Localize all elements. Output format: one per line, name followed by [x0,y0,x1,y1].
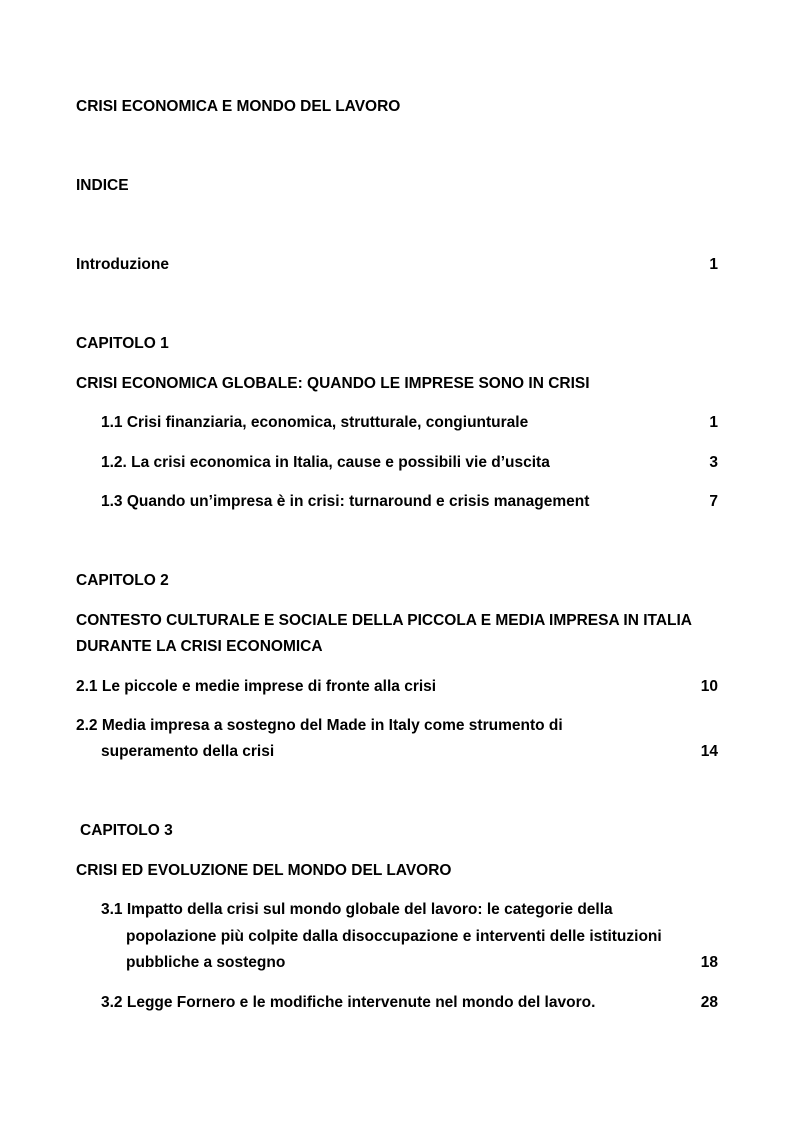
toc-entry-introduction: Introduzione [76,256,169,273]
toc-entry-2-1: 2.1 Le piccole e medie imprese di fronte alla crisi [76,678,437,695]
toc-entry-3-2: 3.2 Legge Fornero e le modifiche intervenute nel mondo del lavoro. [101,994,596,1011]
toc-entry-2-2-line-2: superamento della crisi [101,743,275,760]
chapter-2-label: CAPITOLO 2 [76,572,169,589]
toc-page-2-1: 10 [700,678,718,695]
toc-entry-3-1-line-3: pubbliche a sostegno [126,954,286,971]
index-heading: INDICE [76,177,129,194]
toc-entry-2-2-line-1: 2.2 Media impresa a sostegno del Made in Italy come strumento di [76,717,563,734]
toc-entry-1-2: 1.2. La crisi economica in Italia, cause e possibili vie d’uscita [101,454,550,471]
toc-entry-1-3: 1.3 Quando un’impresa è in crisi: turnaround e crisis management [101,493,590,510]
toc-page-3-2: 28 [700,994,718,1011]
toc-entry-3-1-line-2: popolazione più colpite dalla disoccupazione e interventi delle istituzioni [126,928,662,945]
chapter-1-title: CRISI ECONOMICA GLOBALE: QUANDO LE IMPRESE SONO IN CRISI [76,375,590,392]
toc-entry-3-1-line-1: 3.1 Impatto della crisi sul mondo globale del lavoro: le categorie della [101,901,613,918]
chapter-1-label: CAPITOLO 1 [76,335,169,352]
toc-page-1-3: 7 [709,493,718,510]
toc-page-introduction: 1 [709,256,718,273]
toc-page-1-2: 3 [709,454,718,471]
chapter-3-label: CAPITOLO 3 [80,822,173,839]
chapter-2-title-line-1: CONTESTO CULTURALE E SOCIALE DELLA PICCOLA E MEDIA IMPRESA IN ITALIA [76,612,692,629]
toc-entry-1-1: 1.1 Crisi finanziaria, economica, strutturale, congiunturale [101,414,529,431]
document-title: CRISI ECONOMICA E MONDO DEL LAVORO [76,98,401,115]
toc-page-1-1: 1 [709,414,718,431]
chapter-3-title: CRISI ED EVOLUZIONE DEL MONDO DEL LAVORO [76,862,452,879]
toc-page-2-2: 14 [700,743,718,760]
chapter-2-title-line-2: DURANTE LA CRISI ECONOMICA [76,638,323,655]
toc-page-3-1: 18 [700,954,718,971]
